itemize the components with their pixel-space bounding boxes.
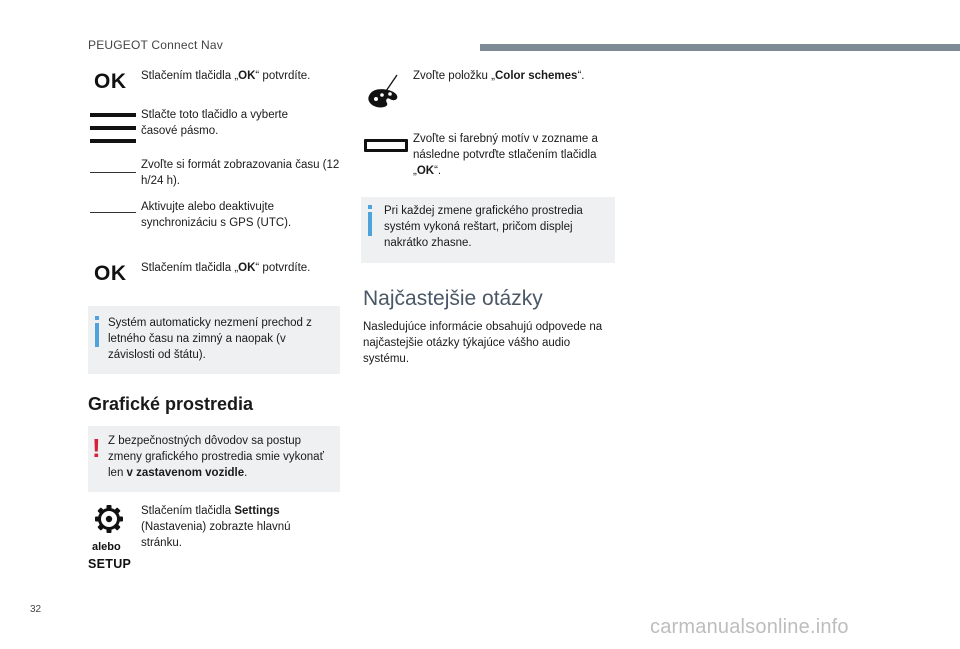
step-time-format: Zvoľte si formát zobrazovania času (12 h/24 h).	[141, 159, 340, 187]
info-icon	[368, 212, 372, 236]
step-ok-confirm-1: Stlačením tlačidla „OK“ potvrdíte.	[141, 70, 311, 82]
menu-icon	[90, 113, 136, 143]
step-gps-sync: Aktivujte alebo deaktivujte synchronizáciu s GPS (UTC).	[141, 201, 292, 229]
step-ok-confirm-2: Stlačením tlačidla „OK“ potvrdíte.	[141, 262, 311, 274]
info-icon	[95, 323, 99, 347]
gear-icon	[94, 504, 124, 534]
page-number: 32	[30, 604, 42, 615]
list-item-icon	[364, 139, 408, 152]
step-settings: Stlačením tlačidla Settings (Nastavenia) zobrazte hlavnú stránku.	[141, 505, 291, 549]
info-box-restart	[361, 197, 615, 263]
alebo-label: alebo	[92, 541, 121, 553]
section-title-faq: Najčastejšie otázky	[363, 287, 543, 310]
step-timezone: Stlačte toto tlačidlo a vyberte časové pásmo.	[141, 109, 289, 137]
step-select-theme: Zvoľte si farebný motív v zozname a následne potvrďte stlačením tlačidla „OK“.	[413, 133, 598, 177]
setup-label: SETUP	[88, 557, 132, 571]
info-text-restart: Pri každej zmene grafického prostredia systém vykoná reštart, pričom displej nakrátko zhasne.	[384, 205, 583, 249]
info-text-dst: Systém automaticky nezmení prechod z letného času na zimný a naopak (v závislosti od štátu).	[108, 317, 312, 361]
warning-text: Z bezpečnostných dôvodov sa postup zmeny grafického prostredia smie vykonať len v zastavenom vozidle.	[108, 435, 324, 479]
header-bar	[480, 44, 960, 51]
warning-icon: !	[92, 433, 101, 463]
section-title-graphic-themes: Grafické prostredia	[88, 394, 254, 414]
line-icon	[90, 172, 136, 173]
palette-brush-icon	[366, 72, 402, 112]
ok-icon: OK	[94, 70, 127, 93]
warning-box	[88, 426, 340, 492]
faq-intro-text: Nasledujúce informácie obsahujú odpovede na najčastejšie otázky týkajúce vášho audio systému.	[363, 321, 603, 365]
step-color-schemes: Zvoľte položku „Color schemes“.	[413, 70, 585, 82]
ok-icon: OK	[94, 262, 127, 285]
info-box-timezone	[88, 306, 340, 374]
watermark: carmanualsonline.info	[650, 616, 849, 638]
line-icon	[90, 212, 136, 213]
header-title: PEUGEOT Connect Nav	[88, 38, 223, 52]
